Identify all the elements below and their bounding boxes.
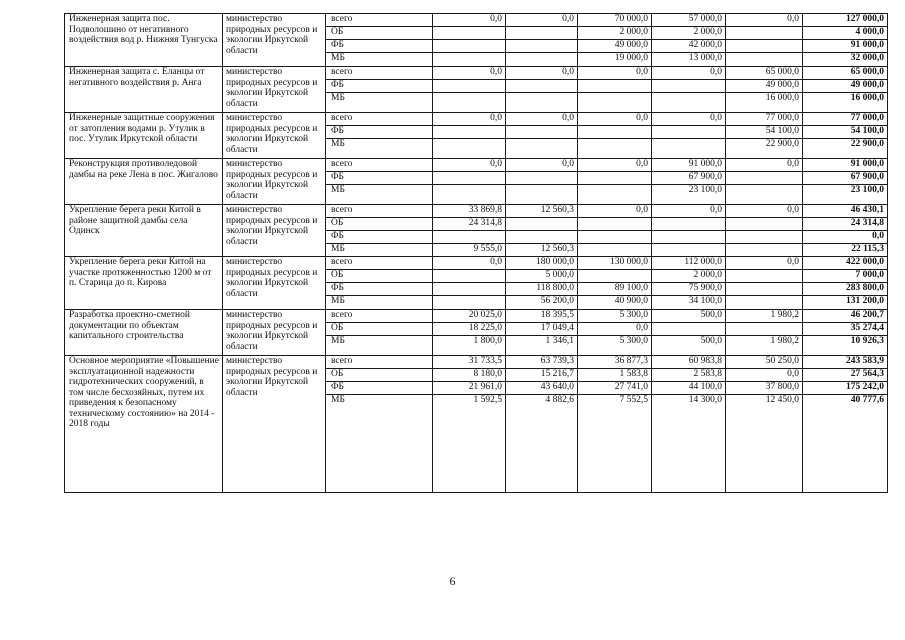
year-amount: 0,0 [578, 205, 652, 218]
year-amount: 12 450,0 [726, 395, 803, 493]
year-amount [506, 172, 578, 185]
year-amount: 118 800,0 [506, 283, 578, 296]
year-amount [578, 93, 652, 113]
total-amount: 23 100,0 [803, 185, 888, 205]
year-amount [578, 126, 652, 139]
funding-source: всего [326, 113, 433, 126]
funding-source: всего [326, 205, 433, 218]
total-amount: 175 242,0 [803, 382, 888, 395]
year-amount: 91 000,0 [652, 159, 726, 172]
total-amount: 49 000,0 [803, 80, 888, 93]
year-amount [726, 185, 803, 205]
year-amount [578, 185, 652, 205]
year-amount [578, 172, 652, 185]
total-amount: 46 200,7 [803, 310, 888, 323]
year-amount [506, 139, 578, 159]
table-row [65, 14, 888, 27]
total-amount: 283 800,0 [803, 283, 888, 296]
total-amount: 127 000,0 [803, 14, 888, 27]
year-amount: 50 250,0 [726, 356, 803, 369]
year-amount: 12 560,3 [506, 244, 578, 257]
year-amount [578, 270, 652, 283]
year-amount: 8 180,0 [433, 369, 506, 382]
total-amount: 10 926,3 [803, 336, 888, 356]
year-amount: 0,0 [578, 113, 652, 126]
year-amount [578, 231, 652, 244]
table-row [65, 257, 888, 270]
funding-source: ФБ [326, 172, 433, 185]
year-amount [506, 80, 578, 93]
year-amount [726, 218, 803, 231]
year-amount: 27 741,0 [578, 382, 652, 395]
year-amount: 500,0 [652, 336, 726, 356]
activity-name: Основное мероприятие «Повышение эксплуатационной надежности гидротехнических сооружений, в том числе бесхозяйных, путем их приведения к безопасному техническому состоянию» на 2014 - 2018 годы [65, 356, 223, 493]
year-amount [726, 53, 803, 67]
year-amount: 24 314,8 [433, 218, 506, 231]
year-amount: 49 000,0 [726, 80, 803, 93]
funding-source: МБ [326, 185, 433, 205]
funding-source: всего [326, 159, 433, 172]
year-amount: 17 049,4 [506, 323, 578, 336]
year-amount: 56 200,0 [506, 296, 578, 310]
year-amount [726, 40, 803, 53]
year-amount: 34 100,0 [652, 296, 726, 310]
year-amount: 5 000,0 [506, 270, 578, 283]
year-amount [726, 231, 803, 244]
year-amount [433, 139, 506, 159]
year-amount: 16 000,0 [726, 93, 803, 113]
year-amount [726, 270, 803, 283]
budget-table [64, 13, 888, 493]
total-amount: 0,0 [803, 231, 888, 244]
table-row [65, 205, 888, 218]
funding-source: МБ [326, 244, 433, 257]
year-amount: 0,0 [726, 159, 803, 172]
year-amount: 40 900,0 [578, 296, 652, 310]
year-amount [433, 185, 506, 205]
year-amount: 31 733,5 [433, 356, 506, 369]
year-amount: 70 000,0 [578, 14, 652, 27]
funding-source: ФБ [326, 283, 433, 296]
year-amount [433, 270, 506, 283]
year-amount: 19 000,0 [578, 53, 652, 67]
year-amount [726, 244, 803, 257]
year-amount: 15 216,7 [506, 369, 578, 382]
year-amount: 44 100,0 [652, 382, 726, 395]
funding-source: МБ [326, 139, 433, 159]
total-amount: 35 274,4 [803, 323, 888, 336]
year-amount: 2 000,0 [652, 27, 726, 40]
total-amount: 243 583,9 [803, 356, 888, 369]
year-amount: 0,0 [506, 67, 578, 80]
year-amount: 36 877,3 [578, 356, 652, 369]
year-amount [726, 27, 803, 40]
year-amount [726, 283, 803, 296]
total-amount: 27 564,3 [803, 369, 888, 382]
funding-source: ОБ [326, 369, 433, 382]
year-amount [726, 172, 803, 185]
total-amount: 65 000,0 [803, 67, 888, 80]
year-amount: 49 000,0 [578, 40, 652, 53]
total-amount: 22 900,0 [803, 139, 888, 159]
funding-source: МБ [326, 336, 433, 356]
year-amount [433, 40, 506, 53]
year-amount: 0,0 [433, 14, 506, 27]
year-amount [506, 231, 578, 244]
activity-name: Укрепление берега реки Китой в районе защитной дамбы села Одинск [65, 205, 223, 257]
funding-source: всего [326, 310, 433, 323]
year-amount: 0,0 [652, 205, 726, 218]
responsible-organization: министерство природных ресурсов и экологии Иркутской области [223, 67, 326, 113]
responsible-organization: министерство природных ресурсов и экологии Иркутской области [223, 356, 326, 493]
year-amount: 9 555,0 [433, 244, 506, 257]
page-number: 6 [449, 574, 456, 588]
year-amount [506, 218, 578, 231]
year-amount: 0,0 [433, 159, 506, 172]
funding-source: ФБ [326, 126, 433, 139]
funding-source: всего [326, 257, 433, 270]
funding-source: ФБ [326, 40, 433, 53]
year-amount [506, 27, 578, 40]
activity-name: Инженерная защита пос. Подволошино от негативного воздействия вод р. Нижняя Тунгуска [65, 14, 223, 67]
year-amount: 14 300,0 [652, 395, 726, 493]
year-amount: 77 000,0 [726, 113, 803, 126]
funding-source: всего [326, 67, 433, 80]
year-amount [433, 93, 506, 113]
year-amount [578, 218, 652, 231]
year-amount: 2 583,8 [652, 369, 726, 382]
year-amount [506, 40, 578, 53]
total-amount: 7 000,0 [803, 270, 888, 283]
year-amount: 13 000,0 [652, 53, 726, 67]
activity-name: Инженерная защита с. Еланцы от негативного воздействия р. Анга [65, 67, 223, 113]
year-amount: 1 980,2 [726, 336, 803, 356]
year-amount: 54 100,0 [726, 126, 803, 139]
year-amount [652, 80, 726, 93]
year-amount: 0,0 [433, 113, 506, 126]
year-amount: 18 395,5 [506, 310, 578, 323]
activity-name: Укрепление берега реки Китой на участке протяженностью 1200 м от п. Старица до п. Кирова [65, 257, 223, 310]
year-amount: 0,0 [652, 67, 726, 80]
year-amount: 7 552,5 [578, 395, 652, 493]
table-row [65, 310, 888, 323]
year-amount: 42 000,0 [652, 40, 726, 53]
year-amount: 180 000,0 [506, 257, 578, 270]
funding-source: МБ [326, 296, 433, 310]
year-amount: 89 100,0 [578, 283, 652, 296]
responsible-organization: министерство природных ресурсов и экологии Иркутской области [223, 14, 326, 67]
year-amount: 0,0 [506, 14, 578, 27]
responsible-organization: министерство природных ресурсов и экологии Иркутской области [223, 113, 326, 159]
year-amount [433, 231, 506, 244]
year-amount: 60 983,8 [652, 356, 726, 369]
year-amount [578, 139, 652, 159]
year-amount [433, 53, 506, 67]
year-amount: 18 225,0 [433, 323, 506, 336]
year-amount: 21 961,0 [433, 382, 506, 395]
total-amount: 46 430,1 [803, 205, 888, 218]
funding-source: ОБ [326, 270, 433, 283]
funding-source: ФБ [326, 382, 433, 395]
responsible-organization: министерство природных ресурсов и экологии Иркутской области [223, 205, 326, 257]
year-amount: 37 800,0 [726, 382, 803, 395]
responsible-organization: министерство природных ресурсов и экологии Иркутской области [223, 257, 326, 310]
total-amount: 16 000,0 [803, 93, 888, 113]
funding-source: МБ [326, 395, 433, 493]
year-amount: 0,0 [578, 67, 652, 80]
total-amount: 40 777,6 [803, 395, 888, 493]
year-amount [506, 185, 578, 205]
year-amount: 43 640,0 [506, 382, 578, 395]
year-amount [506, 93, 578, 113]
year-amount: 0,0 [433, 67, 506, 80]
year-amount: 4 882,6 [506, 395, 578, 493]
year-amount: 5 300,0 [578, 310, 652, 323]
year-amount [433, 283, 506, 296]
total-amount: 67 900,0 [803, 172, 888, 185]
funding-source: ОБ [326, 218, 433, 231]
year-amount [506, 126, 578, 139]
year-amount: 63 739,3 [506, 356, 578, 369]
year-amount: 0,0 [726, 14, 803, 27]
funding-source: МБ [326, 53, 433, 67]
funding-source: всего [326, 14, 433, 27]
activity-name: Инженерные защитные сооружения от затопления водами р. Утулик в пос. Утулик Иркутской области [65, 113, 223, 159]
funding-source: ОБ [326, 27, 433, 40]
year-amount [652, 244, 726, 257]
year-amount: 33 869,8 [433, 205, 506, 218]
year-amount: 0,0 [578, 323, 652, 336]
year-amount: 57 000,0 [652, 14, 726, 27]
year-amount: 0,0 [726, 205, 803, 218]
year-amount [652, 231, 726, 244]
table-row [65, 356, 888, 369]
year-amount [433, 296, 506, 310]
funding-source: ОБ [326, 323, 433, 336]
year-amount: 1 980,2 [726, 310, 803, 323]
year-amount: 12 560,3 [506, 205, 578, 218]
year-amount: 112 000,0 [652, 257, 726, 270]
year-amount: 2 000,0 [652, 270, 726, 283]
year-amount: 2 000,0 [578, 27, 652, 40]
total-amount: 4 000,0 [803, 27, 888, 40]
responsible-organization: министерство природных ресурсов и экологии Иркутской области [223, 310, 326, 356]
funding-source: МБ [326, 93, 433, 113]
year-amount [652, 218, 726, 231]
year-amount [506, 53, 578, 67]
year-amount [578, 80, 652, 93]
year-amount: 5 300,0 [578, 336, 652, 356]
year-amount: 1 346,1 [506, 336, 578, 356]
year-amount: 1 583,8 [578, 369, 652, 382]
year-amount: 23 100,0 [652, 185, 726, 205]
total-amount: 131 200,0 [803, 296, 888, 310]
year-amount: 0,0 [652, 113, 726, 126]
year-amount: 1 800,0 [433, 336, 506, 356]
funding-source: всего [326, 356, 433, 369]
total-amount: 32 000,0 [803, 53, 888, 67]
year-amount: 0,0 [726, 369, 803, 382]
year-amount [652, 93, 726, 113]
year-amount: 0,0 [726, 257, 803, 270]
year-amount: 0,0 [506, 159, 578, 172]
funding-source: ФБ [326, 231, 433, 244]
year-amount: 500,0 [652, 310, 726, 323]
total-amount: 22 115,3 [803, 244, 888, 257]
year-amount [652, 139, 726, 159]
year-amount: 0,0 [506, 113, 578, 126]
funding-source: ФБ [326, 80, 433, 93]
year-amount [652, 323, 726, 336]
year-amount [433, 126, 506, 139]
total-amount: 91 000,0 [803, 159, 888, 172]
year-amount [433, 172, 506, 185]
year-amount: 130 000,0 [578, 257, 652, 270]
activity-name: Реконструкция противоледовой дамбы на реке Лена в пос. Жигалово [65, 159, 223, 205]
year-amount: 0,0 [433, 257, 506, 270]
year-amount: 22 900,0 [726, 139, 803, 159]
year-amount [433, 27, 506, 40]
activity-name: Разработка проектно-сметной документации по объектам капитального строительства [65, 310, 223, 356]
table-row [65, 67, 888, 80]
year-amount [652, 126, 726, 139]
table-row [65, 113, 888, 126]
total-amount: 422 000,0 [803, 257, 888, 270]
year-amount: 67 900,0 [652, 172, 726, 185]
total-amount: 54 100,0 [803, 126, 888, 139]
responsible-organization: министерство природных ресурсов и экологии Иркутской области [223, 159, 326, 205]
total-amount: 77 000,0 [803, 113, 888, 126]
year-amount [433, 80, 506, 93]
year-amount [726, 323, 803, 336]
year-amount [578, 244, 652, 257]
year-amount: 75 900,0 [652, 283, 726, 296]
total-amount: 91 000,0 [803, 40, 888, 53]
total-amount: 24 314,8 [803, 218, 888, 231]
year-amount: 1 592,5 [433, 395, 506, 493]
year-amount: 20 025,0 [433, 310, 506, 323]
year-amount: 65 000,0 [726, 67, 803, 80]
year-amount: 0,0 [578, 159, 652, 172]
year-amount [726, 296, 803, 310]
table-row [65, 159, 888, 172]
